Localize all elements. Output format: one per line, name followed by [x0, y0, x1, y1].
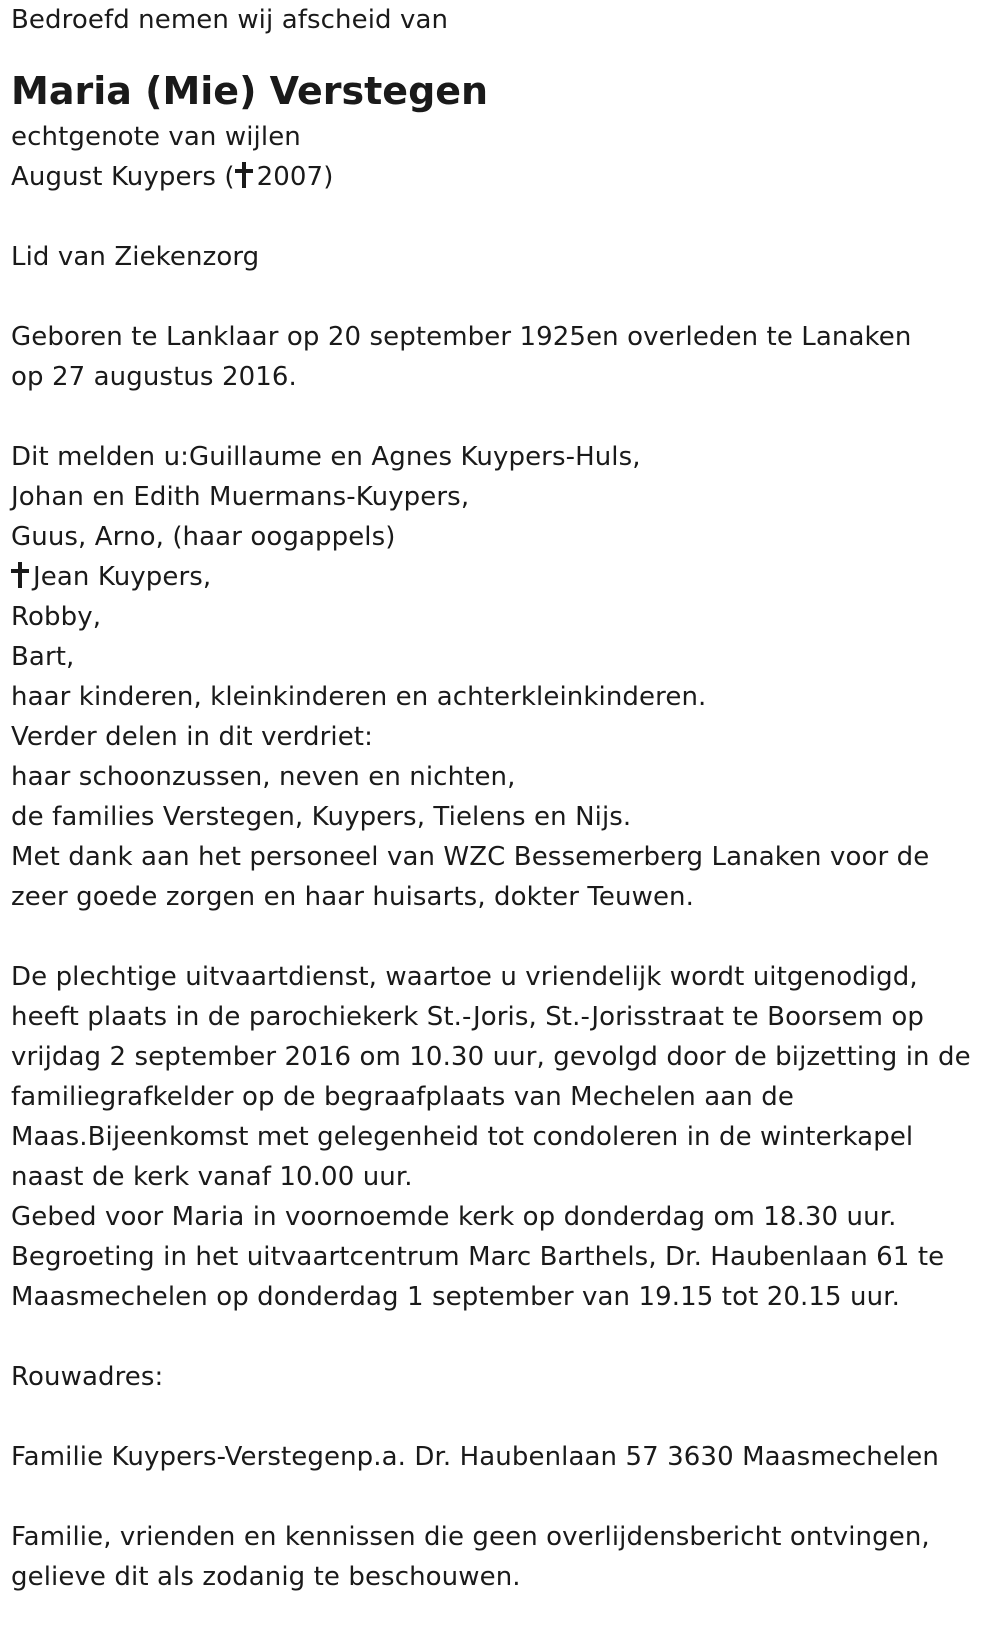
- spacer: [11, 197, 991, 237]
- closing-line: gelieve dit als zodanig te beschouwen.: [11, 1562, 521, 1592]
- family-line: Guus, Arno, (haar oogappels): [11, 522, 396, 552]
- deceased-name: Maria (Mie) Verstegen: [11, 69, 489, 113]
- spacer: [11, 1317, 991, 1357]
- family-line: Verder delen in dit verdriet:: [11, 722, 373, 752]
- family-line: haar kinderen, kleinkinderen en achterkleinkinderen.: [11, 682, 707, 712]
- spouse-line: echtgenote van wijlen: [11, 122, 301, 152]
- family-line: Johan en Edith Muermans-Kuypers,: [11, 482, 470, 512]
- membership-text: Lid van Ziekenzorg: [11, 242, 260, 272]
- birth-death-line-2: op 27 augustus 2016.: [11, 362, 297, 392]
- ceremony-line: De plechtige uitvaartdienst, waartoe u vriendelijk wordt uitgenodigd,: [11, 962, 918, 992]
- cross-icon: [11, 562, 29, 588]
- address-label: Rouwadres:: [11, 1362, 164, 1392]
- family-line: haar schoonzussen, neven en nichten,: [11, 762, 516, 792]
- ceremony-line: heeft plaats in de parochiekerk St.-Joris, St.-Jorisstraat te Boorsem op: [11, 1002, 925, 1032]
- spouse-death-year: 2007): [256, 162, 334, 192]
- spacer: [11, 277, 991, 317]
- family-line: de families Verstegen, Kuypers, Tielens en Nijs.: [11, 802, 632, 832]
- thanks-line: zeer goede zorgen en haar huisarts, dokter Teuwen.: [11, 882, 695, 912]
- spacer: [11, 397, 991, 437]
- ceremony-line: Begroeting in het uitvaartcentrum Marc Barthels, Dr. Haubenlaan 61 te: [11, 1242, 945, 1272]
- birth-death-line-1: Geboren te Lanklaar op 20 september 1925en overleden te Lanaken: [11, 322, 912, 352]
- family-line: Bart,: [11, 642, 75, 672]
- spacer: [11, 917, 991, 957]
- ceremony-line: naast de kerk vanaf 10.00 uur.: [11, 1162, 413, 1192]
- ceremony-line: Maas.Bijeenkomst met gelegenheid tot condoleren in de winterkapel: [11, 1122, 914, 1152]
- family-line: Robby,: [11, 602, 102, 632]
- deceased-family-member: Jean Kuypers,: [33, 562, 212, 592]
- closing-line: Familie, vrienden en kennissen die geen overlijdensbericht ontvingen,: [11, 1522, 930, 1552]
- ceremony-line: Maasmechelen op donderdag 1 september van 19.15 tot 20.15 uur.: [11, 1282, 900, 1312]
- intro-text: Bedroefd nemen wij afscheid van: [11, 5, 449, 35]
- spacer: [11, 40, 991, 65]
- ceremony-line: Gebed voor Maria in voornoemde kerk op donderdag om 18.30 uur.: [11, 1202, 897, 1232]
- ceremony-line: vrijdag 2 september 2016 om 10.30 uur, gevolgd door de bijzetting in de: [11, 1042, 971, 1072]
- spacer: [11, 1397, 991, 1437]
- family-line-deceased: [11, 557, 991, 597]
- ceremony-line: familiegrafkelder op de begraafplaats van Mechelen aan de: [11, 1082, 794, 1112]
- cross-icon: [235, 162, 253, 188]
- spacer: [11, 1477, 991, 1517]
- mourning-address: Familie Kuypers-Verstegenp.a. Dr. Haubenlaan 57 3630 Maasmechelen: [11, 1442, 939, 1472]
- spouse-name-line: [11, 157, 991, 197]
- family-line: Dit melden u:Guillaume en Agnes Kuypers-Huls,: [11, 442, 641, 472]
- obituary-notice: [11, 0, 991, 1597]
- spouse-name: August Kuypers (: [11, 162, 235, 192]
- thanks-line: Met dank aan het personeel van WZC Bessemerberg Lanaken voor de: [11, 842, 930, 872]
